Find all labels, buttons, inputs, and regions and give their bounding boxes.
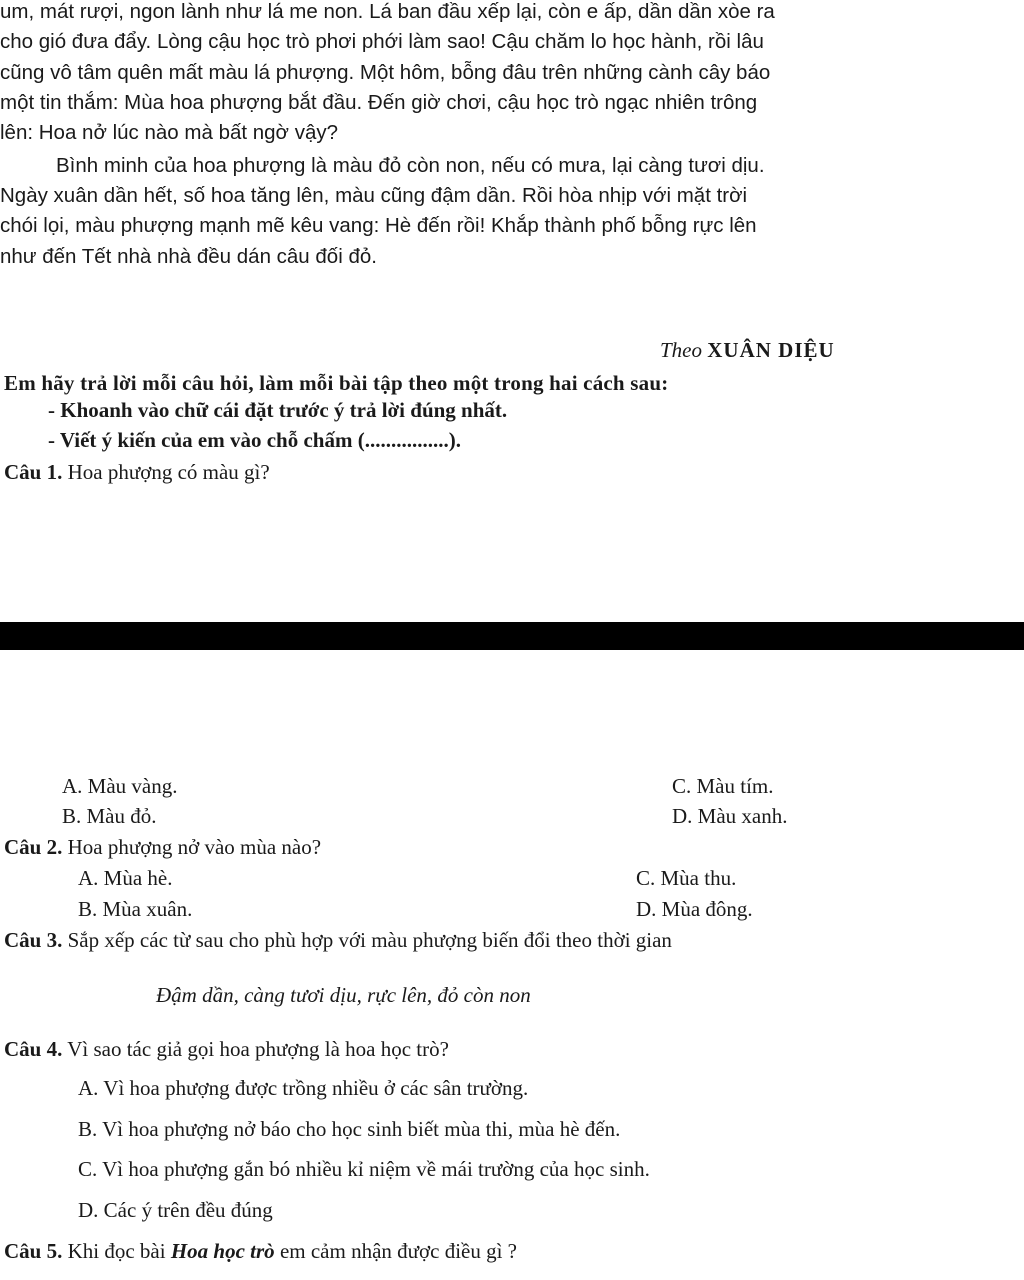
q4-option-a[interactable]: A. Vì hoa phượng được trồng nhiều ở các sân trường.: [78, 1076, 529, 1100]
passage-line-6: Bình minh của hoa phượng là màu đỏ còn non, nếu có mưa, lại càng tươi dịu.: [56, 154, 765, 177]
q2-option-b[interactable]: B. Mùa xuân.: [78, 897, 193, 921]
question-1-text: Hoa phượng có màu gì?: [67, 460, 270, 484]
question-1-label: Câu 1.: [4, 460, 63, 484]
q2-option-a[interactable]: A. Mùa hè.: [78, 866, 173, 890]
question-5-title: Hoa học trò: [170, 1239, 275, 1263]
author-prefix: Theo: [660, 338, 702, 362]
instructions-main: Em hãy trả lời mỗi câu hỏi, làm mỗi bài tập theo một trong hai cách sau:: [4, 371, 669, 395]
passage-line-9: như đến Tết nhà nhà đều dán câu đối đỏ.: [0, 245, 377, 268]
question-5-text-before: Khi đọc bài: [67, 1239, 166, 1263]
question-1: [4, 460, 270, 484]
author-credit: [660, 338, 835, 362]
question-5: [4, 1239, 517, 1263]
question-3-text: Sắp xếp các từ sau cho phù hợp với màu phượng biến đổi theo thời gian: [67, 928, 672, 952]
question-2-label: Câu 2.: [4, 835, 63, 859]
passage-line-8: chói lọi, màu phượng mạnh mẽ kêu vang: Hè đến rồi! Khắp thành phố bỗng rực lên: [0, 214, 757, 237]
question-5-label: Câu 5.: [4, 1239, 63, 1263]
author-name: XUÂN DIỆU: [707, 338, 835, 362]
q4-option-b[interactable]: B. Vì hoa phượng nở báo cho học sinh biết mùa thi, mùa hè đến.: [78, 1117, 621, 1141]
q2-option-c[interactable]: C. Mùa thu.: [636, 866, 737, 890]
question-3: [4, 928, 672, 952]
passage-line-5: lên: Hoa nở lúc nào mà bất ngờ vậy?: [0, 121, 338, 144]
q4-option-d[interactable]: D. Các ý trên đều đúng: [78, 1198, 273, 1222]
instructions-item-1: - Khoanh vào chữ cái đặt trước ý trả lời đúng nhất.: [48, 398, 508, 422]
passage-line-4: một tin thắm: Mùa hoa phượng bắt đầu. Đến giờ chơi, cậu học trò ngạc nhiên trông: [0, 91, 758, 114]
question-2-text: Hoa phượng nở vào mùa nào?: [67, 835, 322, 859]
passage-line-2: cho gió đưa đẩy. Lòng cậu học trò phơi phới làm sao! Cậu chăm lo học hành, rồi lâu: [0, 30, 764, 53]
question-5-text-after: em cảm nhận được điều gì ?: [279, 1239, 518, 1263]
q3-words: Đậm dần, càng tươi dịu, rực lên, đỏ còn non: [156, 983, 531, 1007]
q1-option-c[interactable]: C. Màu tím.: [672, 774, 774, 798]
q1-option-a[interactable]: A. Màu vàng.: [62, 774, 178, 798]
question-4-text: Vì sao tác giả gọi hoa phượng là hoa học trò?: [67, 1037, 449, 1061]
passage-line-7: Ngày xuân dần hết, số hoa tăng lên, màu cũng đậm dần. Rồi hòa nhịp với mặt trời: [0, 184, 748, 207]
question-4: [4, 1037, 449, 1061]
passage-line-1: um, mát rượi, ngon lành như lá me non. Lá ban đầu xếp lại, còn e ấp, dần dần xòe ra: [0, 0, 775, 23]
instructions-item-2: - Viết ý kiến của em vào chỗ chấm (................).: [48, 428, 461, 452]
q4-option-c[interactable]: C. Vì hoa phượng gắn bó nhiều kỉ niệm về mái trường của học sinh.: [78, 1157, 650, 1181]
redaction-bar: [0, 622, 1024, 650]
q2-option-d[interactable]: D. Mùa đông.: [636, 897, 753, 921]
question-3-label: Câu 3.: [4, 928, 63, 952]
q1-option-d[interactable]: D. Màu xanh.: [672, 804, 788, 828]
passage-line-3: cũng vô tâm quên mất màu lá phượng. Một hôm, bỗng đâu trên những cành cây báo: [0, 61, 771, 84]
q1-option-b[interactable]: B. Màu đỏ.: [62, 804, 157, 828]
question-4-label: Câu 4.: [4, 1037, 63, 1061]
question-2: [4, 835, 321, 859]
